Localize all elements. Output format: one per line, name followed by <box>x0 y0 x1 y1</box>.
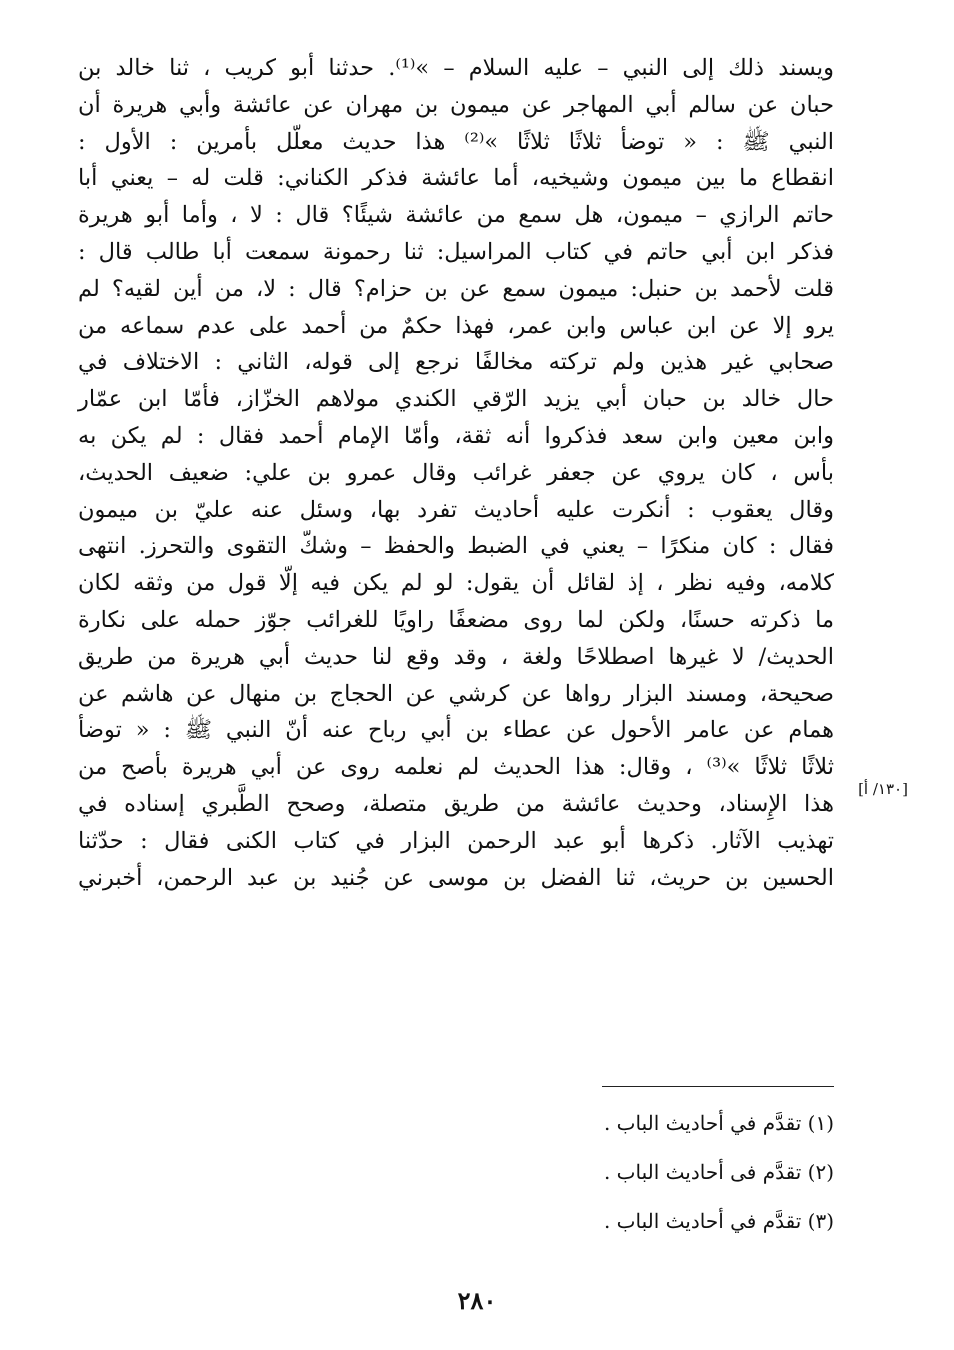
text-line: انقطاع ما بين ميمون وشيخيه، أما عائشة فذكر الكناني: قلت له – يعني أبا <box>78 165 834 192</box>
text-line: حبان عن سالم أبي المهاجر عن ميمون بن مهران عن عائشة وأبي هريرة أن <box>78 91 834 118</box>
text-line: قلت لأحمد بن حنبل: ميمون سمع عن بن حزام؟ قال : لا، من أين لقيه؟ لم <box>78 275 834 302</box>
folio-margin-note: [١٣٠/ أ] <box>858 780 908 798</box>
footnote: (١) تقدَّم في أحاديث الباب . <box>603 1111 834 1135</box>
text-line: حاتم الرازي – ميمون، هل سمع من عائشة شيئًا؟ قال : لا ، وأما أبو هريرة <box>78 202 834 229</box>
text-line: فذكر ابن أبي حاتم في كتاب المراسيل: ثنا رحمونة سمعت أبا طالب قال : <box>78 238 834 265</box>
text-line: الحديث/ لا غيرها اصطلاحًا ولغة ، وقد وقع لنا حديث أبي هريرة من طريق <box>78 643 834 670</box>
text-line: الحسين بن حريث، ثنا الفضل بن موسى عن جُنيد بن عبد الرحمن، أخبرني <box>78 864 834 891</box>
text-line: النبي ﷺ : « توضأ ثلاثًا ثلاثًا »⁽²⁾ هذا حديث معلّل بأمرين : الأول : <box>78 128 835 155</box>
text-line: صحيحة، ومسند البزار رواها عن كرشي عن الحجاج بن منهال عن هاشم عن <box>78 680 834 707</box>
text-line: وابن معين وابن سعد فذكروا أنه ثقة، وأمّا الإمام أحمد فقال : لم يكن به <box>78 422 834 449</box>
footnote: (٣) تقدَّم في أحاديث الباب . <box>603 1209 834 1233</box>
text-line: كلامه، وفيه نظر ، إذ لقائل أن يقول: لو لم يكن فيه إلّا قول من وثقه لكان <box>78 570 834 597</box>
footnotes <box>480 1108 834 1255</box>
text-line: يرو إلا عن ابن عباس وابن عمر، فهذا حكمٌ من أحمد على عدم سماعه من <box>78 312 834 339</box>
footnote-separator <box>602 1086 834 1087</box>
text-line: حال خالد بن حبان أبي يزيد الرّقي الكندي مولاهم الخزّاز، فأمّا ابن عمّار <box>78 386 834 413</box>
text-line: وقال يعقوب : أنكرت عليه أحاديث تفرد بها، وسئل عنه عليّ بن ميمون <box>78 496 834 523</box>
text-line: ويسند ذلك إلى النبي – عليه السلام – »⁽¹⁾. حدثنا أبو كريب ، ثنا خالد بن <box>78 55 834 81</box>
text-line: فقال : كان منكرًا – يعني في الضبط والحفظ – وشكّ التقوى والتحرز. انتهى <box>78 533 834 560</box>
main-text <box>78 50 834 896</box>
text-line: ثلاثًا ثلاثًا »⁽³⁾ ، وقال: هذا الحديث لم نعلمه روى عن أبي هريرة بأصح من <box>78 754 834 781</box>
footnote: (٢) تقدَّم فى أحاديث الباب . <box>603 1160 834 1184</box>
text-line: همام عن عامر الأحول عن عطاء بن أبي رباح عنه أنّ النبي ﷺ : « توضأ <box>78 717 834 744</box>
page-number: ٢٨٠ <box>457 1286 497 1315</box>
text-line: صحابي غير هذين ولم تركته مخالفًا نرجع إلى قوله، الثاني : الاختلاف في <box>78 349 834 376</box>
text-line: بأس ، كان يروي عن جعفر غرائب وقال عمرو بن علي: ضعيف الحديث، <box>78 459 834 486</box>
text-line: ما ذكرته حسنًا، ولكن لما روى مضعفًا راويًا للغرائب جوّز حمله على نكارة <box>78 606 834 633</box>
text-line: هذا الإِسناد، وحديث عائشة من طريق متصلة، وصحح الطَّبري إسناده في <box>78 790 834 817</box>
text-line: تهذيب الآثار. ذكرها أبو عبد الرحمن البزار في كتاب الكنى فقال : حدّثنا <box>78 827 834 854</box>
